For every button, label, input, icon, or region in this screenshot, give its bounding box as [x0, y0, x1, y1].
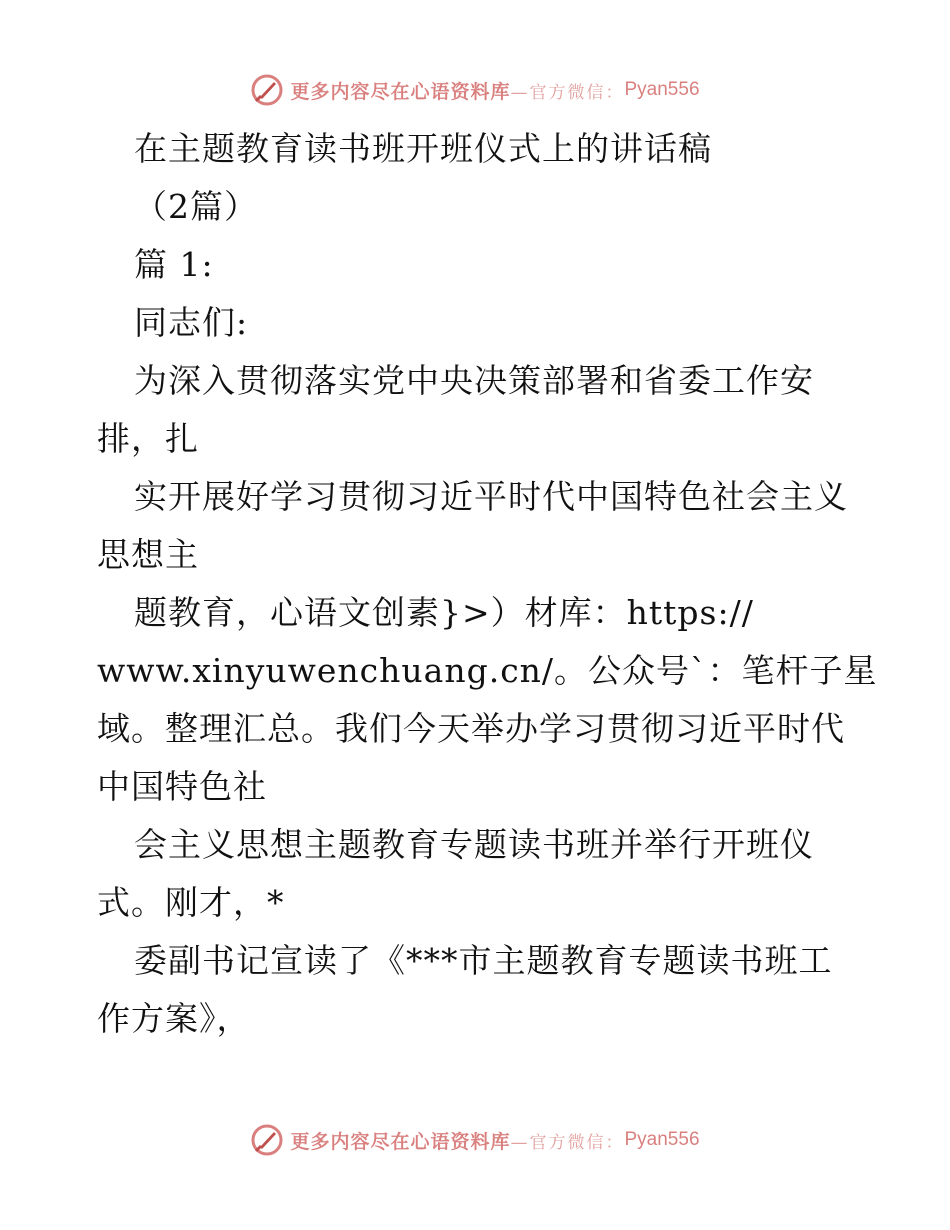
banner-text: 更多内容尽在心语资料库	[290, 1130, 511, 1153]
footer-banner	[0, 1120, 950, 1160]
banner-text: 更多内容尽在心语资料库	[290, 80, 511, 103]
paragraph-line: 为深入贯彻落实党中央决策部署和省委工作安	[134, 361, 814, 400]
paragraph-line: 排，扎	[97, 419, 199, 458]
paragraph-line: 式。刚才，*	[97, 883, 285, 922]
banner-account-id: Pyan556	[624, 1129, 700, 1150]
document-title-line-1: 在主题教育读书班开班仪式上的讲话稿	[134, 129, 712, 168]
quill-logo-icon	[250, 1123, 284, 1157]
header-banner	[0, 70, 950, 110]
paragraph-line: 会主义思想主题教育专题读书班并举行开班仪	[134, 825, 814, 864]
banner-account-id: Pyan556	[624, 79, 700, 100]
document-body	[97, 120, 878, 1048]
banner-official-label: —官方微信：	[510, 1132, 625, 1153]
quill-logo-icon	[250, 73, 284, 107]
chapter-heading: 篇 1:	[134, 245, 214, 284]
banner-official-label: —官方微信：	[510, 82, 625, 103]
document-title-line-2: （2篇）	[134, 187, 258, 226]
paragraph-line: www.xinyuwenchuang.cn/。公众号`：笔杆子星	[97, 651, 878, 690]
paragraph-line: 中国特色社	[97, 767, 267, 806]
paragraph-line: 思想主	[97, 535, 199, 574]
paragraph-line: 域。整理汇总。我们今天举办学习贯彻习近平时代	[97, 709, 845, 748]
paragraph-line: 委副书记宣读了《***市主题教育专题读书班工	[134, 941, 833, 980]
paragraph-line: 题教育，心语文创素}>）材库：https://	[134, 593, 754, 632]
paragraph-line: 作方案》，	[97, 999, 251, 1038]
salutation: 同志们:	[134, 303, 249, 342]
paragraph-line: 实开展好学习贯彻习近平时代中国特色社会主义	[134, 477, 848, 516]
